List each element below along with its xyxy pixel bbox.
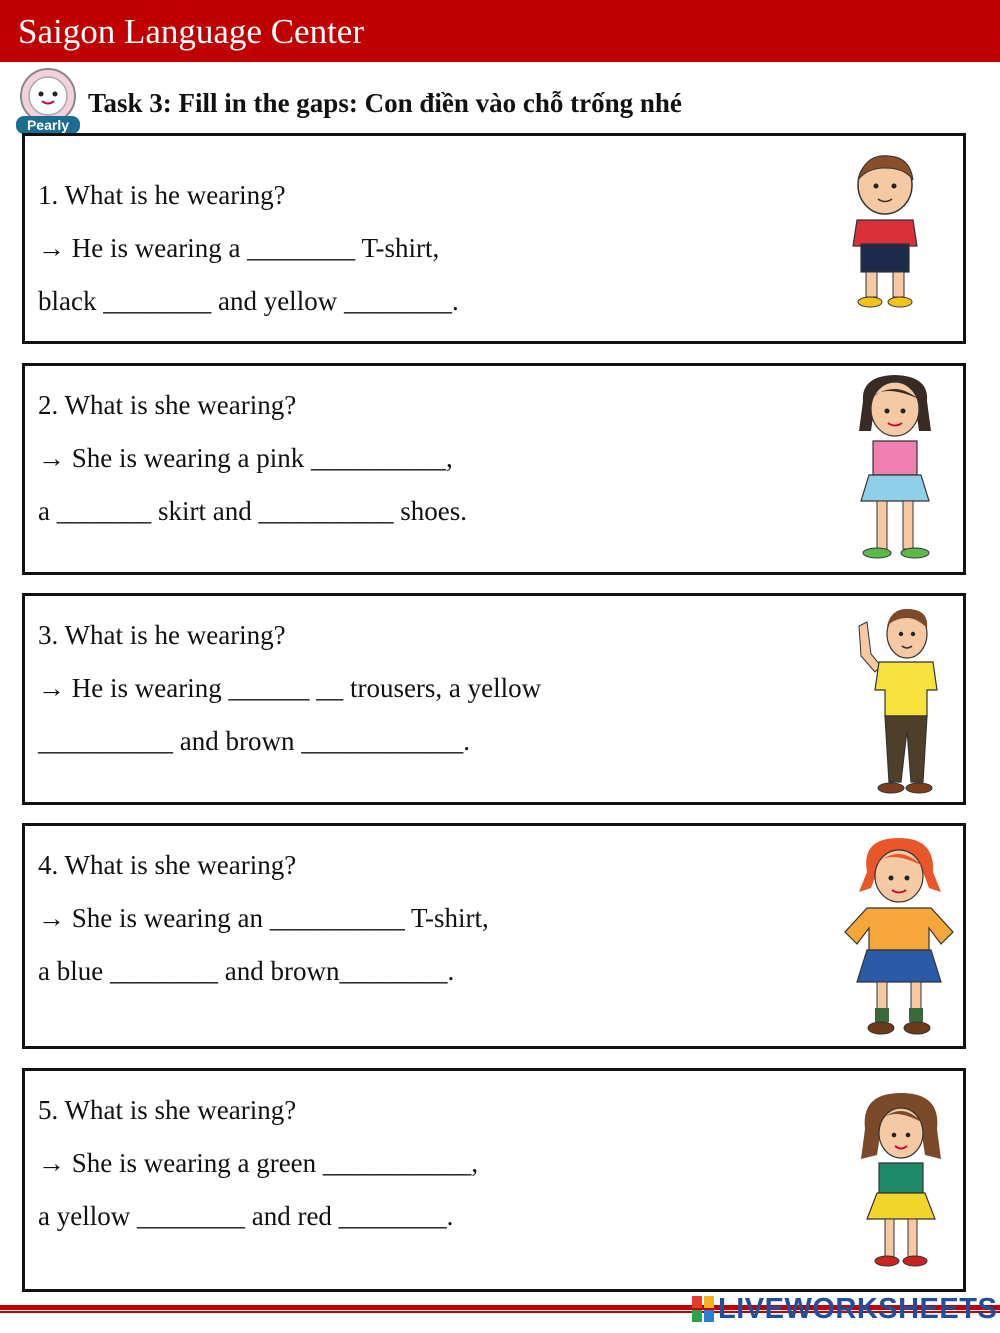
question-text: 2. What is she wearing? (38, 390, 297, 420)
task-title: Task 3: Fill in the gaps: Con điền vào chỗ trống nhé (88, 88, 682, 118)
answer-line-1[interactable]: → He is wearing ______ __ trousers, a yellow (38, 673, 542, 703)
answer-line-2[interactable]: a _______ skirt and __________ shoes. (38, 496, 467, 526)
question-card-1 (22, 133, 966, 344)
question-card-4 (22, 823, 966, 1049)
header-bar (0, 0, 1000, 62)
answer-line-2[interactable]: black ________ and yellow ________. (38, 286, 459, 316)
question-card-5 (22, 1068, 966, 1292)
answer-line-2[interactable]: a yellow ________ and red ________. (38, 1201, 454, 1231)
girl-green-shirt-illustration (851, 1089, 951, 1275)
question-card-3 (22, 593, 966, 805)
pearly-logo (10, 66, 86, 138)
brand-text: LIVEWORKSHEETS (718, 1292, 998, 1325)
answer-line-1[interactable]: → She is wearing an __________ T-shirt, (38, 903, 489, 933)
header-title: Saigon Language Center (18, 12, 365, 51)
boy-yellow-shirt-illustration (851, 604, 951, 800)
question-text: 5. What is she wearing? (38, 1095, 297, 1125)
question-card-2 (22, 363, 966, 575)
question-text: 4. What is she wearing? (38, 850, 297, 880)
answer-line-1[interactable]: → She is wearing a green ___________, (38, 1148, 479, 1178)
answer-line-2[interactable]: __________ and brown ____________. (38, 726, 470, 756)
girl-pink-top-illustration (843, 371, 955, 569)
answer-line-2[interactable]: a blue ________ and brown________. (38, 956, 455, 986)
liveworksheets-brand[interactable] (692, 1292, 997, 1326)
question-text: 3. What is he wearing? (38, 620, 286, 650)
liveworksheets-icon (692, 1296, 714, 1322)
boy-red-shirt-illustration (835, 150, 945, 315)
logo-text: Pearly (26, 117, 70, 133)
girl-orange-shirt-illustration (837, 832, 961, 1046)
answer-line-1[interactable]: → He is wearing a ________ T-shirt, (38, 233, 440, 263)
answer-line-1[interactable]: → She is wearing a pink __________, (38, 443, 453, 473)
question-text: 1. What is he wearing? (38, 180, 286, 210)
